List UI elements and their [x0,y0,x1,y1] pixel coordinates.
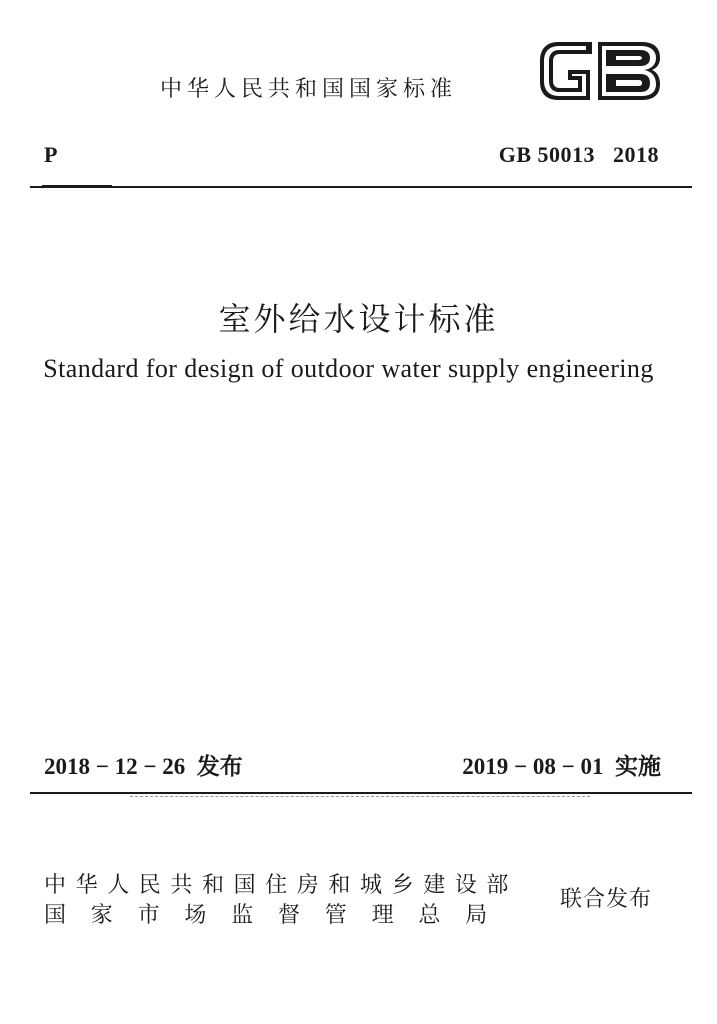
standard-number: GB 50013 2018 [498,142,659,167]
bottom-divider [30,792,692,794]
top-divider [30,186,692,188]
title-chinese: 室外给水设计标准 [218,300,499,338]
classification-code: P [44,142,58,167]
title-english: Standard for design of outdoor water supply engineering [43,354,654,383]
issue-date: 2018 − 12 − 26 发布 [44,754,243,779]
gb-logo-icon [536,36,664,106]
implementation-date: 2019 − 08 − 01 实施 [462,754,661,779]
national-standard-label: 中华人民共和国国家标准 [160,77,458,102]
issuer-ministry: 中华人民共和国住房和城乡建设部 [44,873,519,898]
issuer-administration: 国家市场监督管理总局 [44,903,513,928]
top-divider-accent [42,185,112,188]
bottom-divider-dashes [130,796,590,797]
joint-issue-label: 联合发布 [560,887,653,912]
